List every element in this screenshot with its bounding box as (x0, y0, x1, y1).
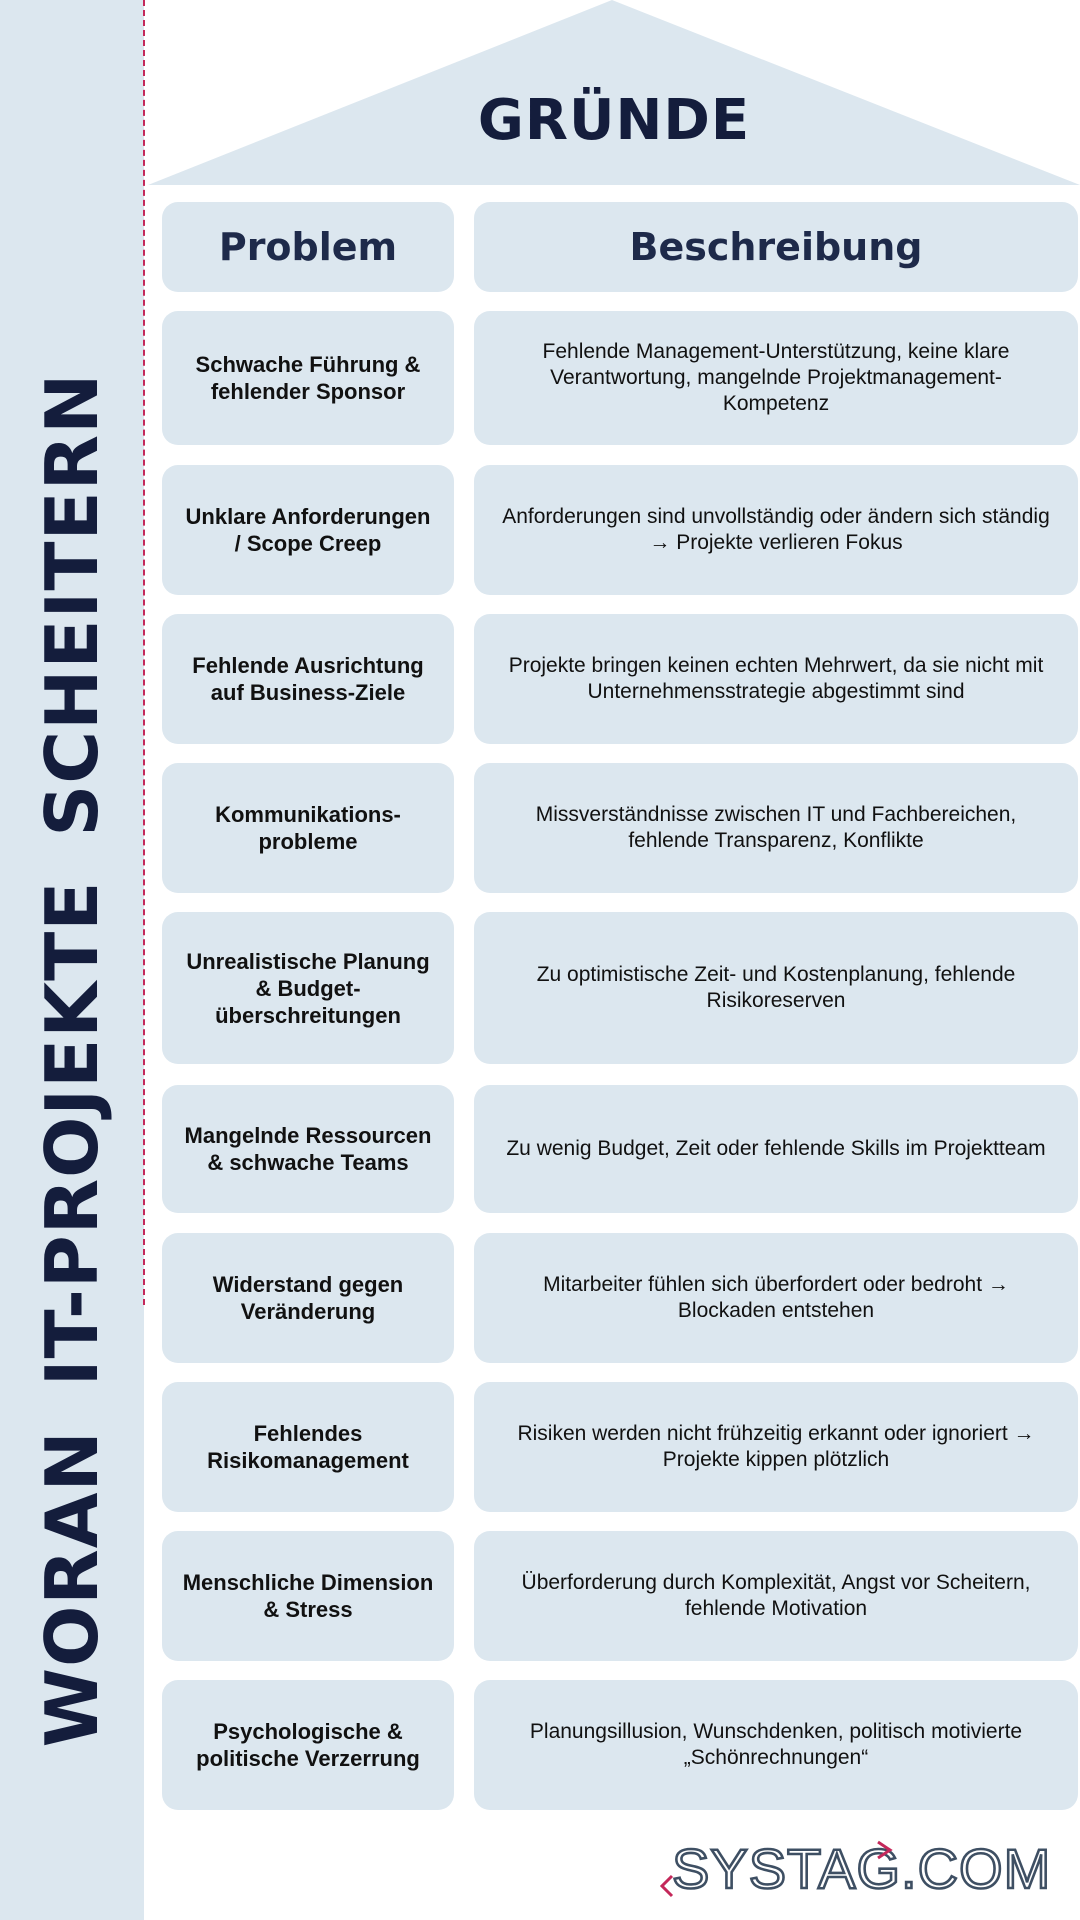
problem-cell: Widerstand gegen Veränderung (162, 1233, 454, 1363)
problem-cell: Schwache Führung & fehlender Sponsor (162, 311, 454, 445)
description-cell: Mitarbeiter fühlen sich überfordert oder bedroht → Blockaden entstehen (474, 1233, 1078, 1363)
problem-cell: Kommunikations-probleme (162, 763, 454, 893)
problem-cell: Unrealistische Planung & Budget-überschreitungen (162, 912, 454, 1064)
roof-title: GRÜNDE (477, 88, 751, 153)
header-problem: Problem (162, 202, 454, 292)
dashed-divider (143, 0, 145, 1305)
systag-logo (660, 1836, 1080, 1906)
header-description: Beschreibung (474, 202, 1078, 292)
vertical-title (30, 373, 114, 1748)
problem-cell: Fehlende Ausrichtung auf Business-Ziele (162, 614, 454, 744)
problem-cell: Psychologische & politische Verzerrung (162, 1680, 454, 1810)
description-cell: Zu wenig Budget, Zeit oder fehlende Skills im Projektteam (474, 1085, 1078, 1213)
description-cell: Risiken werden nicht frühzeitig erkannt oder ignoriert → Projekte kippen plötzlich (474, 1382, 1078, 1512)
problem-cell: Unklare Anforderungen / Scope Creep (162, 465, 454, 595)
vertical-title-word-2: IT-PROJEKTE (30, 880, 114, 1387)
description-cell: Missverständnisse zwischen IT und Fachbereichen, fehlende Transparenz, Konflikte (474, 763, 1078, 893)
problem-cell: Fehlendes Risikomanagement (162, 1382, 454, 1512)
description-cell: Anforderungen sind unvollständig oder ändern sich ständig → Projekte verlieren Fokus (474, 465, 1078, 595)
description-cell: Projekte bringen keinen echten Mehrwert, da sie nicht mit Unternehmensstrategie abgestimmt sind (474, 614, 1078, 744)
description-cell: Überforderung durch Komplexität, Angst vor Scheitern, fehlende Motivation (474, 1531, 1078, 1661)
vertical-title-word-3: SCHEITERN (30, 372, 114, 837)
description-cell: Planungsillusion, Wunschdenken, politisch motivierte „Schönrechnungen“ (474, 1680, 1078, 1810)
logo-text: SYSTAG.COM (672, 1837, 1052, 1900)
description-cell: Fehlende Management-Unterstützung, keine klare Verantwortung, mangelnde Projektmanagement-Kompetenz (474, 311, 1078, 445)
vertical-title-word-1: WORAN (30, 1430, 114, 1748)
problem-cell: Menschliche Dimension & Stress (162, 1531, 454, 1661)
description-cell: Zu optimistische Zeit- und Kostenplanung, fehlende Risikoreserven (474, 912, 1078, 1064)
problem-cell: Mangelnde Ressourcen & schwache Teams (162, 1085, 454, 1213)
